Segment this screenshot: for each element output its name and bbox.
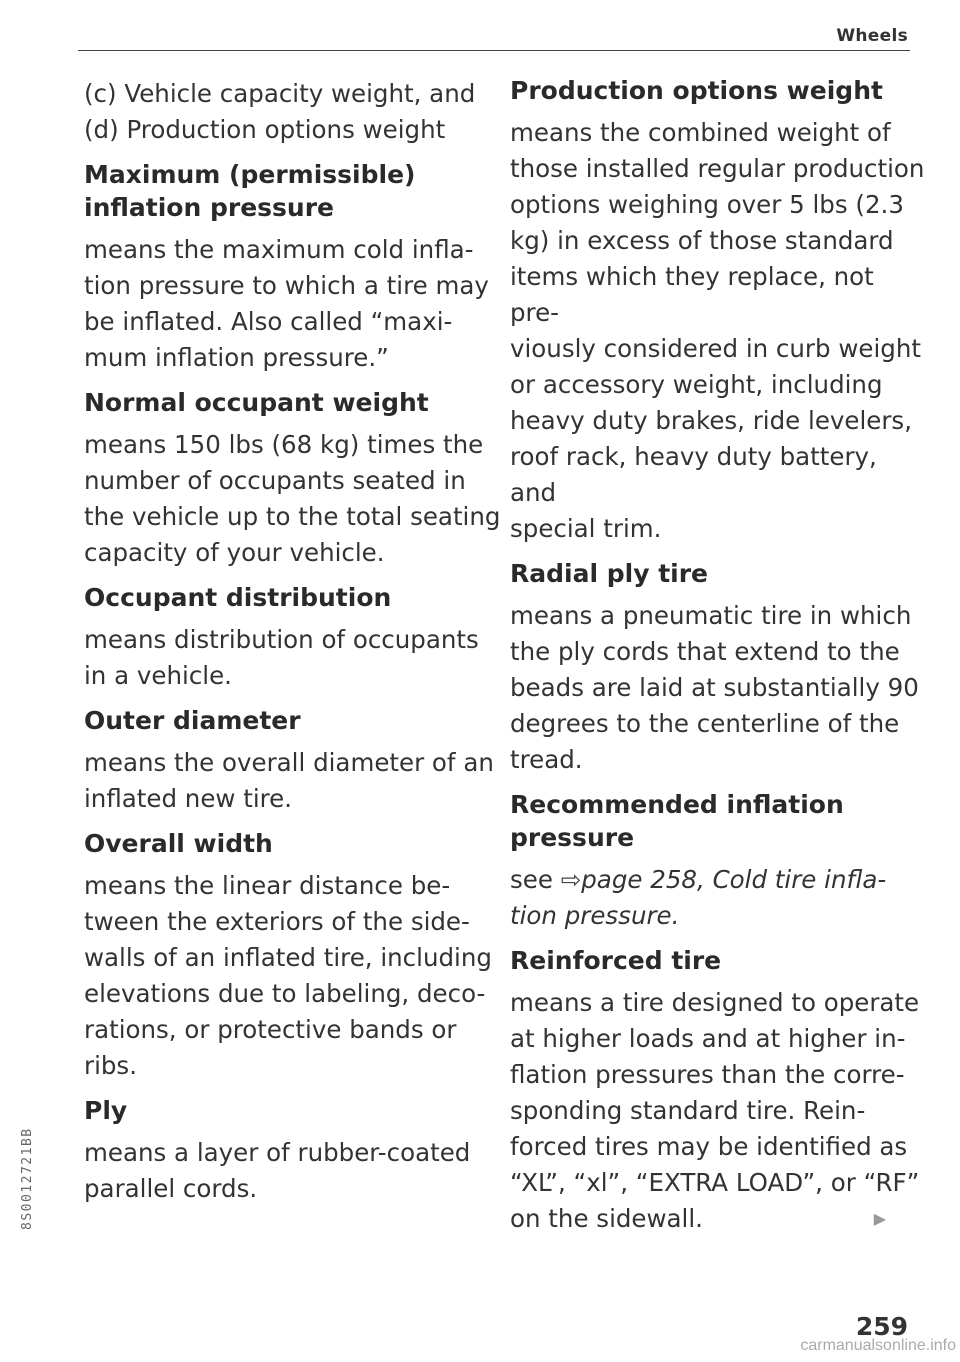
term-heading: Maximum (permissible) inflation pressure bbox=[84, 160, 416, 222]
definition-line: special trim. bbox=[510, 514, 662, 543]
definition-line: means the maximum cold infla- bbox=[84, 235, 474, 264]
definition-line: means the linear distance be- bbox=[84, 871, 451, 900]
term-heading: Radial ply tire bbox=[510, 559, 708, 588]
definition-line: options weighing over 5 lbs (2.3 bbox=[510, 190, 904, 219]
definition-line: means distribution of occupants bbox=[84, 625, 479, 654]
term-heading: Ply bbox=[84, 1096, 128, 1125]
definition-line: heavy duty brakes, ride levelers, bbox=[510, 406, 912, 435]
arrow-right-icon: ⇨ bbox=[560, 865, 582, 894]
definition-line: number of occupants seated in bbox=[84, 466, 466, 495]
term-heading: Recommended inflation pressure bbox=[510, 790, 844, 852]
definition-line: means 150 lbs (68 kg) times the bbox=[84, 430, 484, 459]
term-heading: Overall width bbox=[84, 829, 273, 858]
definition-line: elevations due to labeling, deco- bbox=[84, 979, 486, 1008]
definition-line: walls of an inflated tire, including bbox=[84, 943, 492, 972]
see-prefix: see bbox=[510, 865, 553, 894]
definition-line: means a pneumatic tire in which bbox=[510, 601, 912, 630]
definition-line: tread. bbox=[510, 745, 583, 774]
page-number: 259 bbox=[855, 1312, 908, 1341]
definition-line: means a tire designed to operate bbox=[510, 988, 920, 1017]
intro-line: (c) Vehicle capacity weight, and bbox=[84, 79, 476, 108]
definition-line: ribs. bbox=[84, 1051, 137, 1080]
definition-line: tween the exteriors of the side- bbox=[84, 907, 470, 936]
definition-line: “XL”, “xl”, “EXTRA LOAD”, or “RF” bbox=[510, 1168, 920, 1197]
definition-line: or accessory weight, including bbox=[510, 370, 883, 399]
definition-line: the ply cords that extend to the bbox=[510, 637, 900, 666]
definition-line: degrees to the centerline of the bbox=[510, 709, 900, 738]
definition-line: parallel cords. bbox=[84, 1174, 258, 1203]
definition-line: sponding standard tire. Rein- bbox=[510, 1096, 866, 1125]
cross-reference-line bbox=[510, 862, 930, 898]
intro-line: (d) Production options weight bbox=[84, 115, 446, 144]
definition-line: in a vehicle. bbox=[84, 661, 232, 690]
definition-line: means the overall diameter of an bbox=[84, 748, 494, 777]
right-column bbox=[510, 74, 930, 1237]
term-heading: Reinforced tire bbox=[510, 946, 722, 975]
term-heading: Production options weight bbox=[510, 76, 883, 105]
definition-line: inflated new tire. bbox=[84, 784, 293, 813]
definition-line: be inflated. Also called “maxi- bbox=[84, 307, 453, 336]
page-reference-link[interactable]: ⇨page 258, Cold tire infla- bbox=[560, 865, 887, 894]
document-code: 8S0012721BB bbox=[20, 1127, 35, 1230]
definition-line: roof rack, heavy duty battery, and bbox=[510, 442, 877, 507]
cross-reference-line: tion pressure. bbox=[510, 901, 680, 930]
definition-line: items which they replace, not pre- bbox=[510, 262, 874, 327]
watermark: carmanualsonline.info bbox=[800, 1337, 956, 1354]
definition-line: flation pressures than the corre- bbox=[510, 1060, 905, 1089]
header-rule bbox=[78, 50, 910, 51]
term-heading: Outer diameter bbox=[84, 706, 301, 735]
definition-line: on the sidewall. ▶ bbox=[510, 1201, 930, 1237]
definition-line: beads are laid at substantially 90 bbox=[510, 673, 919, 702]
definition-line: those installed regular production bbox=[510, 154, 925, 183]
left-column bbox=[84, 76, 514, 1207]
continue-arrow-icon: ▶ bbox=[873, 1209, 886, 1228]
definition-line: capacity of your vehicle. bbox=[84, 538, 385, 567]
header-section-title: Wheels bbox=[836, 26, 908, 46]
definition-line: mum inflation pressure.” bbox=[84, 343, 389, 372]
definition-line: forced tires may be identified as bbox=[510, 1132, 908, 1161]
definition-line: kg) in excess of those standard bbox=[510, 226, 894, 255]
definition-line: tion pressure to which a tire may bbox=[84, 271, 489, 300]
definition-line: the vehicle up to the total seating bbox=[84, 502, 501, 531]
definition-line: means a layer of rubber-coated bbox=[84, 1138, 471, 1167]
term-heading: Normal occupant weight bbox=[84, 388, 429, 417]
definition-line: at higher loads and at higher in- bbox=[510, 1024, 906, 1053]
term-heading: Occupant distribution bbox=[84, 583, 392, 612]
definition-line: means the combined weight of bbox=[510, 118, 891, 147]
definition-line: rations, or protective bands or bbox=[84, 1015, 457, 1044]
definition-line: viously considered in curb weight bbox=[510, 334, 921, 363]
